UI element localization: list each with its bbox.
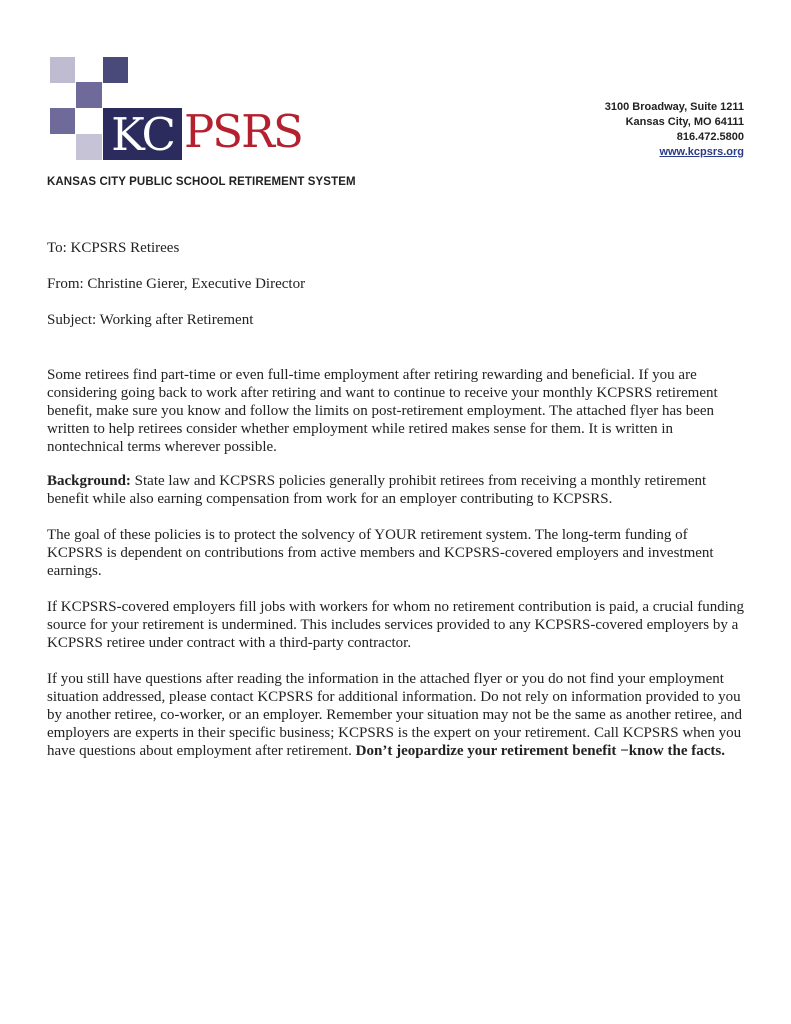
background-text: State law and KCPSRS policies generally prohibit retirees from receiving a monthly retirement benefit while also earning compensation from work for an employer contributing to KCPSRS. xyxy=(47,473,707,507)
paragraph-text: The goal of these policies is to protect the solvency of YOUR retirement system. The long-term funding of KCPSRS is dependent on contributions from active members and KCPSRS-covered employers and investment earnings. xyxy=(47,527,714,579)
address-city: Kansas City, MO 64111 xyxy=(625,116,744,128)
logo-square xyxy=(76,82,102,108)
background-label: Background: xyxy=(47,473,131,489)
questions-text: If you still have questions after reading the information in the attached flyer or you do not find your employment situation addressed, please contact KCPSRS for additional information. Do not rely on information provided to you by another retiree, co-worker, or an employer. Remember your situation may not be the same as another retiree, and employers are experts in their specific business; KCPSRS is the expert on your retirement. Call KCPSRS when you have questions about employment after retirement. xyxy=(47,671,742,759)
memo-from: From: Christine Gierer, Executive Director xyxy=(47,276,306,292)
paragraph-intro xyxy=(47,366,747,456)
memo-subject: Subject: Working after Retirement xyxy=(47,312,254,328)
paragraph-background xyxy=(47,472,747,508)
address-street: 3100 Broadway, Suite 1211 xyxy=(604,101,744,113)
logo-psrs-text: PSRS xyxy=(184,105,302,158)
logo-square xyxy=(103,57,128,83)
logo-square xyxy=(76,134,102,160)
paragraph-goal xyxy=(47,526,747,580)
paragraph-text: If KCPSRS-covered employers fill jobs with workers for whom no retirement contribution is paid, a crucial funding source for your retirement is undermined. This includes services provided to any KCPSRS-covered employers by a KCPSRS retiree under contract with a third-party contractor. xyxy=(47,599,744,651)
logo-kc-text: KC xyxy=(111,107,174,161)
website-link[interactable]: www.kcpsrs.org xyxy=(659,146,744,158)
paragraph-text: Some retirees find part-time or even full-time employment after retiring rewarding and beneficial. If you are considering going back to work after retiring and want to continue to receive your monthly KCPSRS retirement benefit, make sure you know and follow the limits on post-retirement employment. The attached flyer has been written to help retirees consider whether employment while retired makes sense for them. It is written in nontechnical terms wherever possible. xyxy=(47,367,718,455)
paragraph-questions xyxy=(47,670,747,760)
closing-bold-text: Don’t jeopardize your retirement benefit −know the facts. xyxy=(355,743,725,759)
address-phone: 816.472.5800 xyxy=(676,131,744,143)
organization-name: KANSAS CITY PUBLIC SCHOOL RETIREMENT SYSTEM xyxy=(47,176,356,188)
address-block xyxy=(605,100,744,160)
memo-to: To: KCPSRS Retirees xyxy=(47,240,180,256)
logo-square xyxy=(50,57,75,83)
paragraph-funding xyxy=(47,598,747,652)
logo-kc-box xyxy=(103,108,182,160)
logo-square xyxy=(50,108,75,134)
